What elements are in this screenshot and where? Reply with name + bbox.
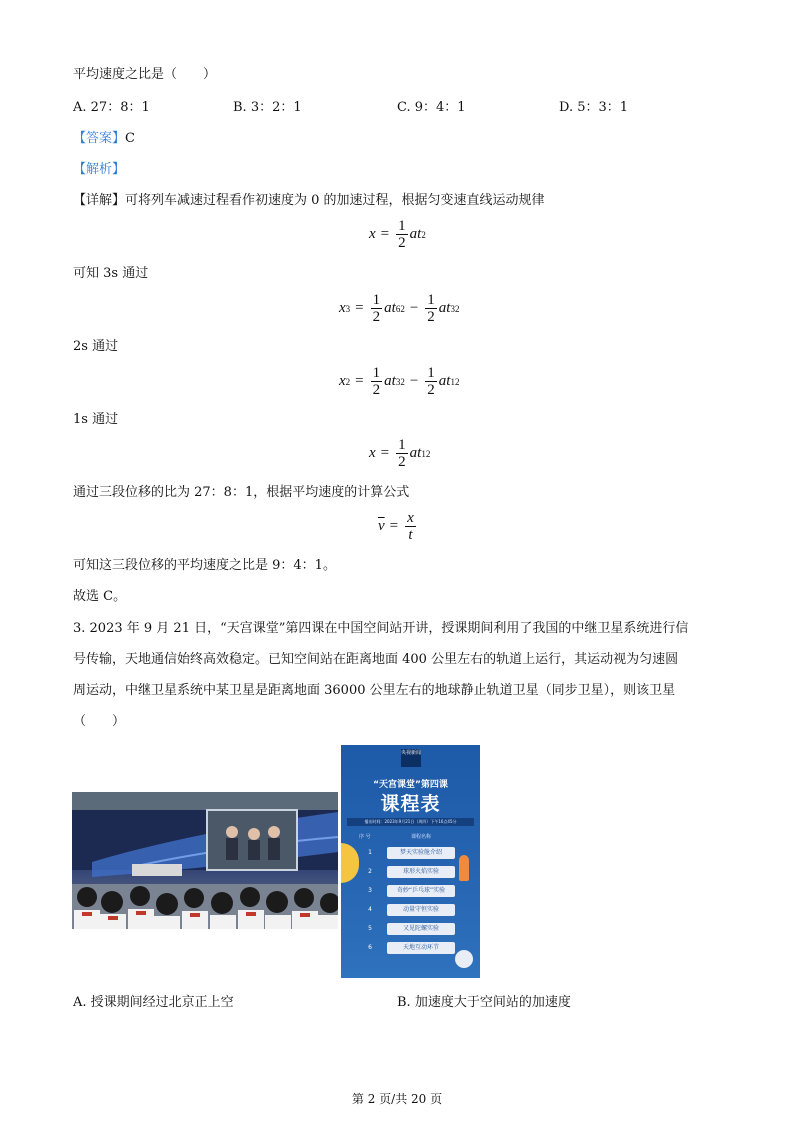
rocket-icon [459, 855, 469, 881]
poster-row [363, 866, 455, 878]
poster-table-header [349, 833, 457, 842]
q2-option-d: D. 5：3：1 [559, 100, 629, 115]
line-1s: 1s 通过 [73, 412, 119, 427]
poster-row [363, 904, 455, 916]
q3-stem-line-4: （ ） [73, 714, 126, 729]
q3-option-b: B. 加速度大于空间站的加速度 [397, 995, 571, 1010]
answer-tag: 【答案】 [73, 131, 126, 146]
formula-x2: x 2 = $\frac{1}{2}$ at 3 2 − $\frac{1}{2}$ at 1 2 [339, 365, 460, 398]
q2-option-a: A. 27：8：1 [73, 100, 150, 115]
poster-row [363, 847, 455, 859]
sun-graphic [341, 843, 359, 883]
astronaut-icon [455, 950, 473, 968]
conclusion-line: 可知这三段位移的平均速度之比是 9：4：1。 [73, 558, 336, 573]
q2-option-b: B. 3：2：1 [233, 100, 302, 115]
poster-time-line: 播出时间：2023年9月21日（周四）下午16点45分 [347, 818, 474, 826]
detail-text: 可将列车减速过程看作初速度为 0 的加速过程，根据匀变速直线运动规律 [125, 193, 545, 208]
poster-row-number: 1 [368, 849, 372, 856]
page-footer: 第 2 页/共 20 页 [351, 1092, 443, 1106]
poster-subtitle: “天宫课堂”第四课 [373, 780, 448, 790]
poster-row-number: 4 [368, 906, 372, 913]
q3-option-a: A. 授课期间经过北京正上空 [73, 995, 234, 1010]
poster-col-name: 课程名称 [411, 834, 432, 840]
poster-row [363, 885, 455, 897]
answer-line [73, 130, 135, 148]
formula-x3: x 3 = $\frac{1}{2}$ at 6 2 − $\frac{1}{2}$ at 3 2 [339, 292, 460, 325]
q3-stem-line-3: 周运动，中继卫星系统中某卫星是距离地面 36000 公里左右的地球静止轨道卫星（同步卫星），则该卫星 [73, 683, 676, 698]
q2-option-c: C. 9：4：1 [397, 100, 466, 115]
choose-line: 故选 C。 [73, 589, 127, 604]
q3-stem-line-2: 号传输，天地通信始终高效稳定。已知空间站在距离地面 400 公里左右的轨道上运行，其运动视为匀速圆 [73, 652, 679, 667]
poster-badge: 央视新闻 [401, 749, 421, 767]
classroom-photo [72, 792, 338, 929]
poster-col-no: 序 号 [359, 834, 371, 840]
classroom-scene-graphic [72, 792, 338, 929]
detail-tag: 【详解】 [73, 193, 126, 208]
poster-title: 课程表 [380, 793, 441, 815]
poster-row [363, 923, 455, 935]
poster-row-name: 动量守恒实验 [387, 904, 455, 916]
poster-row [363, 942, 455, 954]
q2-stem-tail: 平均速度之比是（ ） [73, 67, 217, 82]
formula-displacement: x = $\frac{1}{2}$ at 2 [369, 218, 426, 251]
analysis-tag: 【解析】 [73, 162, 126, 177]
poster-row-number: 5 [368, 925, 372, 932]
poster-row-name: 梦天实验舱介绍 [387, 847, 455, 859]
line-3s: 可知 3s 通过 [73, 266, 149, 281]
formula-x1: x = $\frac{1}{2}$ at 1 2 [369, 437, 431, 470]
poster-row-name: 球形火焰实验 [387, 866, 455, 878]
poster-row-number: 3 [368, 887, 372, 894]
formula-average-velocity: $\overline{v}$ = $\frac{x}{t}$ [378, 510, 414, 543]
poster-row-name: 奇妙“乒乓球”实验 [387, 885, 455, 897]
q3-stem-line-1: 3. 2023 年 9 月 21 日，“天宫课堂”第四课在中国空间站开讲，授课期间利用了我国的中继卫星系统进行信 [73, 621, 689, 636]
poster-row-number: 6 [368, 944, 372, 951]
poster-row-name: 又见陀螺实验 [387, 923, 455, 935]
detail-line [73, 192, 545, 210]
answer-value: C [125, 131, 135, 146]
ratio-line: 通过三段位移的比为 27：8：1，根据平均速度的计算公式 [73, 485, 410, 500]
poster-row-number: 2 [368, 868, 372, 875]
line-2s: 2s 通过 [73, 339, 119, 354]
course-schedule-poster [341, 745, 480, 978]
poster-row-name: 天地互动环节 [387, 942, 455, 954]
